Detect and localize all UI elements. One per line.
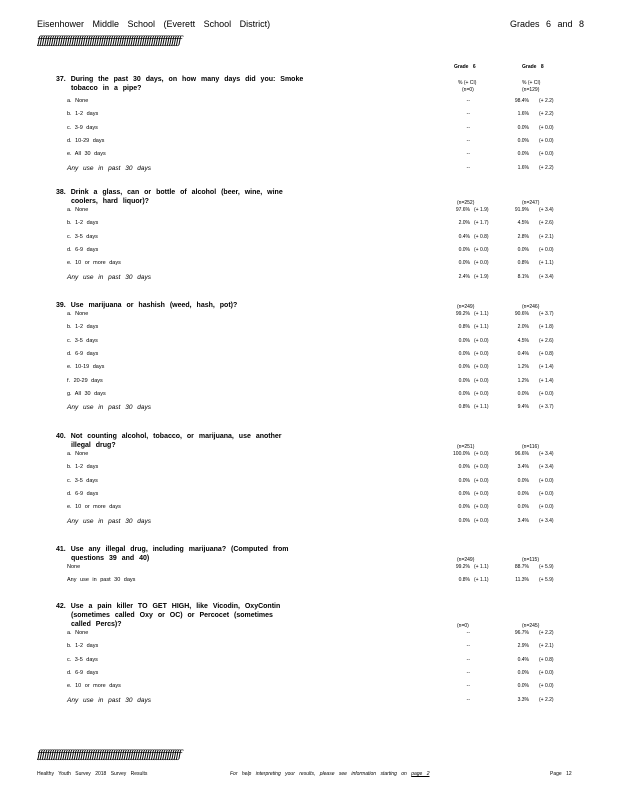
ci-grade6: (+ 0.0) xyxy=(474,260,489,267)
value-grade6: -- xyxy=(466,137,470,144)
ci-grade8: (+ 3.4) xyxy=(539,273,554,280)
value-grade8: 0.0% xyxy=(517,490,529,497)
question-text-line: called Percs)? xyxy=(71,621,122,628)
value-grade6: 0.0% xyxy=(458,504,470,511)
value-grade8: 88.7% xyxy=(514,564,529,570)
ci-grade8: (+ 2.6) xyxy=(539,220,554,227)
footer-page-number: Page 12 xyxy=(550,771,572,777)
value-grade6: 0.0% xyxy=(458,464,470,471)
ci-grade8: (+ 0.0) xyxy=(539,683,554,690)
value-grade8: 96.6% xyxy=(514,451,529,457)
value-grade6: 0.0% xyxy=(458,377,470,384)
question-text-line: illegal drug? xyxy=(71,442,116,449)
response-label: Any use in past 30 days xyxy=(67,517,152,525)
ci-grade8: (+ 2.1) xyxy=(539,233,554,240)
ci-grade6: (+ 0.0) xyxy=(474,477,489,484)
ci-grade6: (+ 0.0) xyxy=(474,364,489,371)
question-text: Drink a glass, can or bottle of alcohol (beer, wine, wine xyxy=(70,189,283,196)
response-label: g. All 30 days xyxy=(67,390,106,397)
response-label: d. 10-29 days xyxy=(67,137,105,144)
value-grade6: -- xyxy=(466,656,470,663)
response-label: c. 3-5 days xyxy=(67,656,98,663)
ci-grade8: (+ 3.4) xyxy=(539,451,554,457)
value-grade6: 0.0% xyxy=(458,477,470,484)
sample-size-grade6: (n=252) xyxy=(457,200,475,206)
ci-grade8: (+ 0.0) xyxy=(539,151,554,158)
sample-size-grade6: (n=249) xyxy=(457,557,475,563)
value-grade6: 2.4% xyxy=(458,273,470,280)
ci-grade8: (+ 0.0) xyxy=(539,669,554,676)
value-grade8: 0.0% xyxy=(517,124,529,131)
value-grade8: 2.0% xyxy=(517,324,529,331)
value-grade8: 90.6% xyxy=(514,311,529,317)
value-grade8: 0.0% xyxy=(517,246,529,253)
value-grade8: 3.3% xyxy=(517,696,529,703)
response-label: e. All 30 days xyxy=(67,151,106,158)
value-grade8: 0.0% xyxy=(517,477,529,484)
response-label: Any use in past 30 days xyxy=(67,164,152,172)
ci-grade8: (+ 5.9) xyxy=(539,564,554,570)
response-label: b. 1-2 days xyxy=(67,324,99,331)
value-grade6: 0.0% xyxy=(458,337,470,344)
response-label: d. 6-9 days xyxy=(67,350,99,357)
ci-grade8: (+ 2.2) xyxy=(539,696,554,703)
value-grade8: 1.6% xyxy=(517,111,529,118)
value-grade8: 96.7% xyxy=(514,630,529,636)
ci-grade6: (+ 0.0) xyxy=(474,350,489,357)
ci-grade6: (+ 0.0) xyxy=(474,390,489,397)
ci-grade6: (+ 1.9) xyxy=(474,273,489,280)
ci-grade8: (+ 1.8) xyxy=(539,324,554,331)
ci-grade8: (+ 1.1) xyxy=(539,260,554,267)
value-grade8: 1.2% xyxy=(517,364,529,371)
ci-header-grade8: % (+ CI) xyxy=(522,80,541,86)
value-grade8: 11.3% xyxy=(515,577,529,584)
bottom-divider: ƒƒƒƒƒƒƒƒƒƒƒƒƒƒƒƒƒƒƒƒƒƒƒƒƒƒƒƒƒƒƒƒƒƒƒƒƒƒƒƒƒƒƒƒƒƒƒƒƒƒƒƒƒƒƒƒƒƒƒƒƒƒƒ xyxy=(37,748,181,761)
value-grade8: 91.9% xyxy=(514,207,529,213)
footer-help-text xyxy=(230,771,430,777)
response-label: e. 10-19 days xyxy=(67,364,105,371)
response-label: Any use in past 30 days xyxy=(67,404,152,412)
question-text: Use a pain killer TO GET HIGH, like Vicodin, OxyContin xyxy=(70,603,281,610)
value-grade6: 0.0% xyxy=(458,390,470,397)
ci-grade6: (+ 1.1) xyxy=(474,564,489,570)
value-grade6: 99.2% xyxy=(455,564,470,570)
question-number: 41. xyxy=(56,546,66,553)
value-grade6: 2.0% xyxy=(458,220,470,227)
value-grade8: 2.8% xyxy=(517,233,529,240)
ci-grade8: (+ 2.2) xyxy=(539,98,554,104)
ci-grade6: (+ 0.0) xyxy=(474,337,489,344)
value-grade8: 0.0% xyxy=(517,137,529,144)
ci-grade6: (+ 0.0) xyxy=(474,490,489,497)
value-grade6: 0.0% xyxy=(458,490,470,497)
value-grade6: -- xyxy=(466,98,470,104)
footer-page-link[interactable]: page 2 xyxy=(411,771,430,777)
sample-size-grade6: (n=251) xyxy=(457,444,475,450)
ci-grade8: (+ 3.7) xyxy=(539,404,554,411)
question-text-line xyxy=(56,603,280,610)
question-text-line: (sometimes called Oxy or OC) or Percocet (sometimes xyxy=(71,612,273,619)
question-text: Use any illegal drug, including marijuana? (Computed from xyxy=(70,546,289,553)
sample-size-grade8: (n=116) xyxy=(522,444,540,450)
response-label: c. 3-5 days xyxy=(67,477,98,484)
value-grade8: 0.0% xyxy=(517,504,529,511)
column-header-grade8: Grade 8 xyxy=(522,64,544,70)
question-number: 38. xyxy=(56,189,66,196)
ci-grade6: (+ 1.1) xyxy=(474,404,489,411)
footer-help-prefix: For help interpreting your results, please see information starting on xyxy=(230,771,412,777)
value-grade8: 0.0% xyxy=(517,683,529,690)
value-grade6: 0.0% xyxy=(458,260,470,267)
footer-survey-title: Healthy Youth Survey 2018 Survey Results xyxy=(37,771,148,777)
value-grade6: 0.0% xyxy=(458,350,470,357)
response-label: a. None xyxy=(67,311,89,317)
response-label: a. None xyxy=(67,451,89,457)
response-label: d. 6-9 days xyxy=(67,246,99,253)
response-label: Any use in past 30 days xyxy=(67,696,152,704)
response-label: e. 10 or more days xyxy=(67,504,121,511)
ci-grade6: (+ 0.0) xyxy=(474,377,489,384)
value-grade6: -- xyxy=(466,164,470,171)
value-grade6: 0.4% xyxy=(458,233,470,240)
value-grade8: 2.9% xyxy=(517,643,529,650)
sample-size-grade8: (n=129) xyxy=(522,87,540,93)
value-grade8: 0.0% xyxy=(517,390,529,397)
ci-grade8: (+ 0.0) xyxy=(539,124,554,131)
response-label: b. 1-2 days xyxy=(67,464,99,471)
value-grade6: -- xyxy=(466,643,470,650)
response-label: e. 10 or more days xyxy=(67,260,121,267)
value-grade6: 0.8% xyxy=(458,404,470,411)
ci-grade6: (+ 0.0) xyxy=(474,246,489,253)
question-text: Use marijuana or hashish (weed, hash, pot)? xyxy=(70,302,238,309)
question-text-line xyxy=(56,546,289,553)
value-grade6: -- xyxy=(466,151,470,158)
response-label: d. 6-9 days xyxy=(67,669,99,676)
value-grade8: 3.4% xyxy=(517,464,529,471)
sample-size-grade8: (n=115) xyxy=(522,557,540,563)
ci-grade6: (+ 1.7) xyxy=(474,220,489,227)
document-header-title: Eisenhower Middle School (Everett School District) xyxy=(37,19,271,29)
sample-size-grade8: (n=246) xyxy=(522,304,540,310)
ci-grade6: (+ 1.1) xyxy=(474,311,489,317)
sample-size-grade6: (n=249) xyxy=(457,304,475,310)
value-grade8: 4.5% xyxy=(517,337,529,344)
response-label: a. None xyxy=(67,630,89,636)
ci-grade8: (+ 5.9) xyxy=(539,577,554,584)
question-text-line xyxy=(56,433,282,440)
response-label: a. None xyxy=(67,98,89,104)
value-grade8: 1.6% xyxy=(517,164,529,171)
value-grade6: -- xyxy=(466,669,470,676)
sample-size-grade6: (n=0) xyxy=(457,623,469,629)
question-number: 42. xyxy=(56,603,66,610)
question-number: 39. xyxy=(56,302,66,309)
response-label: f. 20-29 days xyxy=(67,377,103,384)
sample-size-grade8: (n=247) xyxy=(522,200,540,206)
value-grade6: 0.0% xyxy=(458,246,470,253)
ci-grade6: (+ 1.9) xyxy=(474,207,489,213)
ci-grade8: (+ 0.0) xyxy=(539,246,554,253)
ci-grade8: (+ 1.4) xyxy=(539,377,554,384)
question-text-line: coolers, hard liquor)? xyxy=(71,198,149,205)
value-grade6: -- xyxy=(466,683,470,690)
ci-grade6: (+ 0.0) xyxy=(474,517,489,524)
ci-grade6: (+ 0.0) xyxy=(474,464,489,471)
column-header-grade6: Grade 6 xyxy=(454,64,476,70)
ci-grade8: (+ 2.2) xyxy=(539,164,554,171)
ci-grade8: (+ 1.4) xyxy=(539,364,554,371)
question-text-line: questions 39 and 40) xyxy=(71,555,150,562)
value-grade8: 0.0% xyxy=(517,669,529,676)
question-text: During the past 30 days, on how many days did you: Smoke xyxy=(70,76,304,83)
sample-size-grade8: (n=245) xyxy=(522,623,540,629)
ci-grade8: (+ 3.4) xyxy=(539,207,554,213)
value-grade6: -- xyxy=(466,111,470,118)
value-grade6: 100.0% xyxy=(453,451,470,457)
ci-grade8: (+ 0.0) xyxy=(539,137,554,144)
question-number: 40. xyxy=(56,433,66,440)
response-label: b. 1-2 days xyxy=(67,111,99,118)
value-grade8: 0.0% xyxy=(517,151,529,158)
document-header-grades: Grades 6 and 8 xyxy=(510,19,585,29)
value-grade6: 0.8% xyxy=(458,577,470,584)
value-grade6: -- xyxy=(466,124,470,131)
question-number: 37. xyxy=(56,76,66,83)
response-label: a. None xyxy=(67,207,89,213)
question-text: Not counting alcohol, tobacco, or marijuana, use another xyxy=(70,433,282,440)
ci-grade8: (+ 0.0) xyxy=(539,390,554,397)
ci-grade8: (+ 3.4) xyxy=(539,517,554,524)
question-text-line xyxy=(56,302,237,309)
ci-grade6: (+ 0.0) xyxy=(474,504,489,511)
sample-size-grade6: (n=0) xyxy=(462,87,474,93)
value-grade8: 4.5% xyxy=(517,220,529,227)
value-grade8: 8.1% xyxy=(517,273,529,280)
ci-grade8: (+ 3.4) xyxy=(539,464,554,471)
question-text-line: tobacco in a pipe? xyxy=(71,85,142,92)
ci-grade8: (+ 0.0) xyxy=(539,490,554,497)
response-label: Any use in past 30 days xyxy=(67,577,136,584)
response-label: b. 1-2 days xyxy=(67,220,99,227)
ci-header-grade6: % (+ CI) xyxy=(458,80,477,86)
ci-grade6: (+ 0.8) xyxy=(474,233,489,240)
ci-grade6: (+ 1.1) xyxy=(474,324,489,331)
value-grade8: 0.4% xyxy=(517,350,529,357)
ci-grade8: (+ 2.2) xyxy=(539,630,554,636)
value-grade6: -- xyxy=(466,630,470,636)
ci-grade8: (+ 0.0) xyxy=(539,504,554,511)
value-grade8: 98.4% xyxy=(514,98,529,104)
value-grade6: 0.0% xyxy=(458,517,470,524)
value-grade8: 3.4% xyxy=(517,517,529,524)
value-grade8: 0.8% xyxy=(517,260,529,267)
response-label: c. 3-5 days xyxy=(67,337,98,344)
response-label: None xyxy=(67,564,81,570)
ci-grade6: (+ 1.1) xyxy=(474,577,489,584)
ci-grade6: (+ 0.0) xyxy=(474,451,489,457)
ci-grade8: (+ 2.6) xyxy=(539,337,554,344)
value-grade6: 0.8% xyxy=(458,324,470,331)
ci-grade8: (+ 2.1) xyxy=(539,643,554,650)
value-grade6: 0.0% xyxy=(458,364,470,371)
value-grade6: -- xyxy=(466,696,470,703)
value-grade8: 9.4% xyxy=(517,404,529,411)
top-divider: ƒƒƒƒƒƒƒƒƒƒƒƒƒƒƒƒƒƒƒƒƒƒƒƒƒƒƒƒƒƒƒƒƒƒƒƒƒƒƒƒƒƒƒƒƒƒƒƒƒƒƒƒƒƒƒƒƒƒƒƒƒƒƒ xyxy=(37,34,181,47)
question-text-line xyxy=(56,189,283,196)
value-grade6: 97.6% xyxy=(455,207,470,213)
value-grade6: 99.2% xyxy=(455,311,470,317)
response-label: e. 10 or more days xyxy=(67,683,121,690)
response-label: d. 6-9 days xyxy=(67,490,99,497)
response-label: c. 3-5 days xyxy=(67,233,98,240)
response-label: Any use in past 30 days xyxy=(67,273,152,281)
ci-grade8: (+ 2.2) xyxy=(539,111,554,118)
response-label: b. 1-2 days xyxy=(67,643,99,650)
ci-grade8: (+ 0.8) xyxy=(539,656,554,663)
value-grade8: 0.4% xyxy=(517,656,529,663)
question-text-line xyxy=(56,76,303,83)
response-label: c. 3-9 days xyxy=(67,124,98,131)
value-grade8: 1.2% xyxy=(517,377,529,384)
ci-grade8: (+ 3.7) xyxy=(539,311,554,317)
ci-grade8: (+ 0.8) xyxy=(539,350,554,357)
ci-grade8: (+ 0.0) xyxy=(539,477,554,484)
